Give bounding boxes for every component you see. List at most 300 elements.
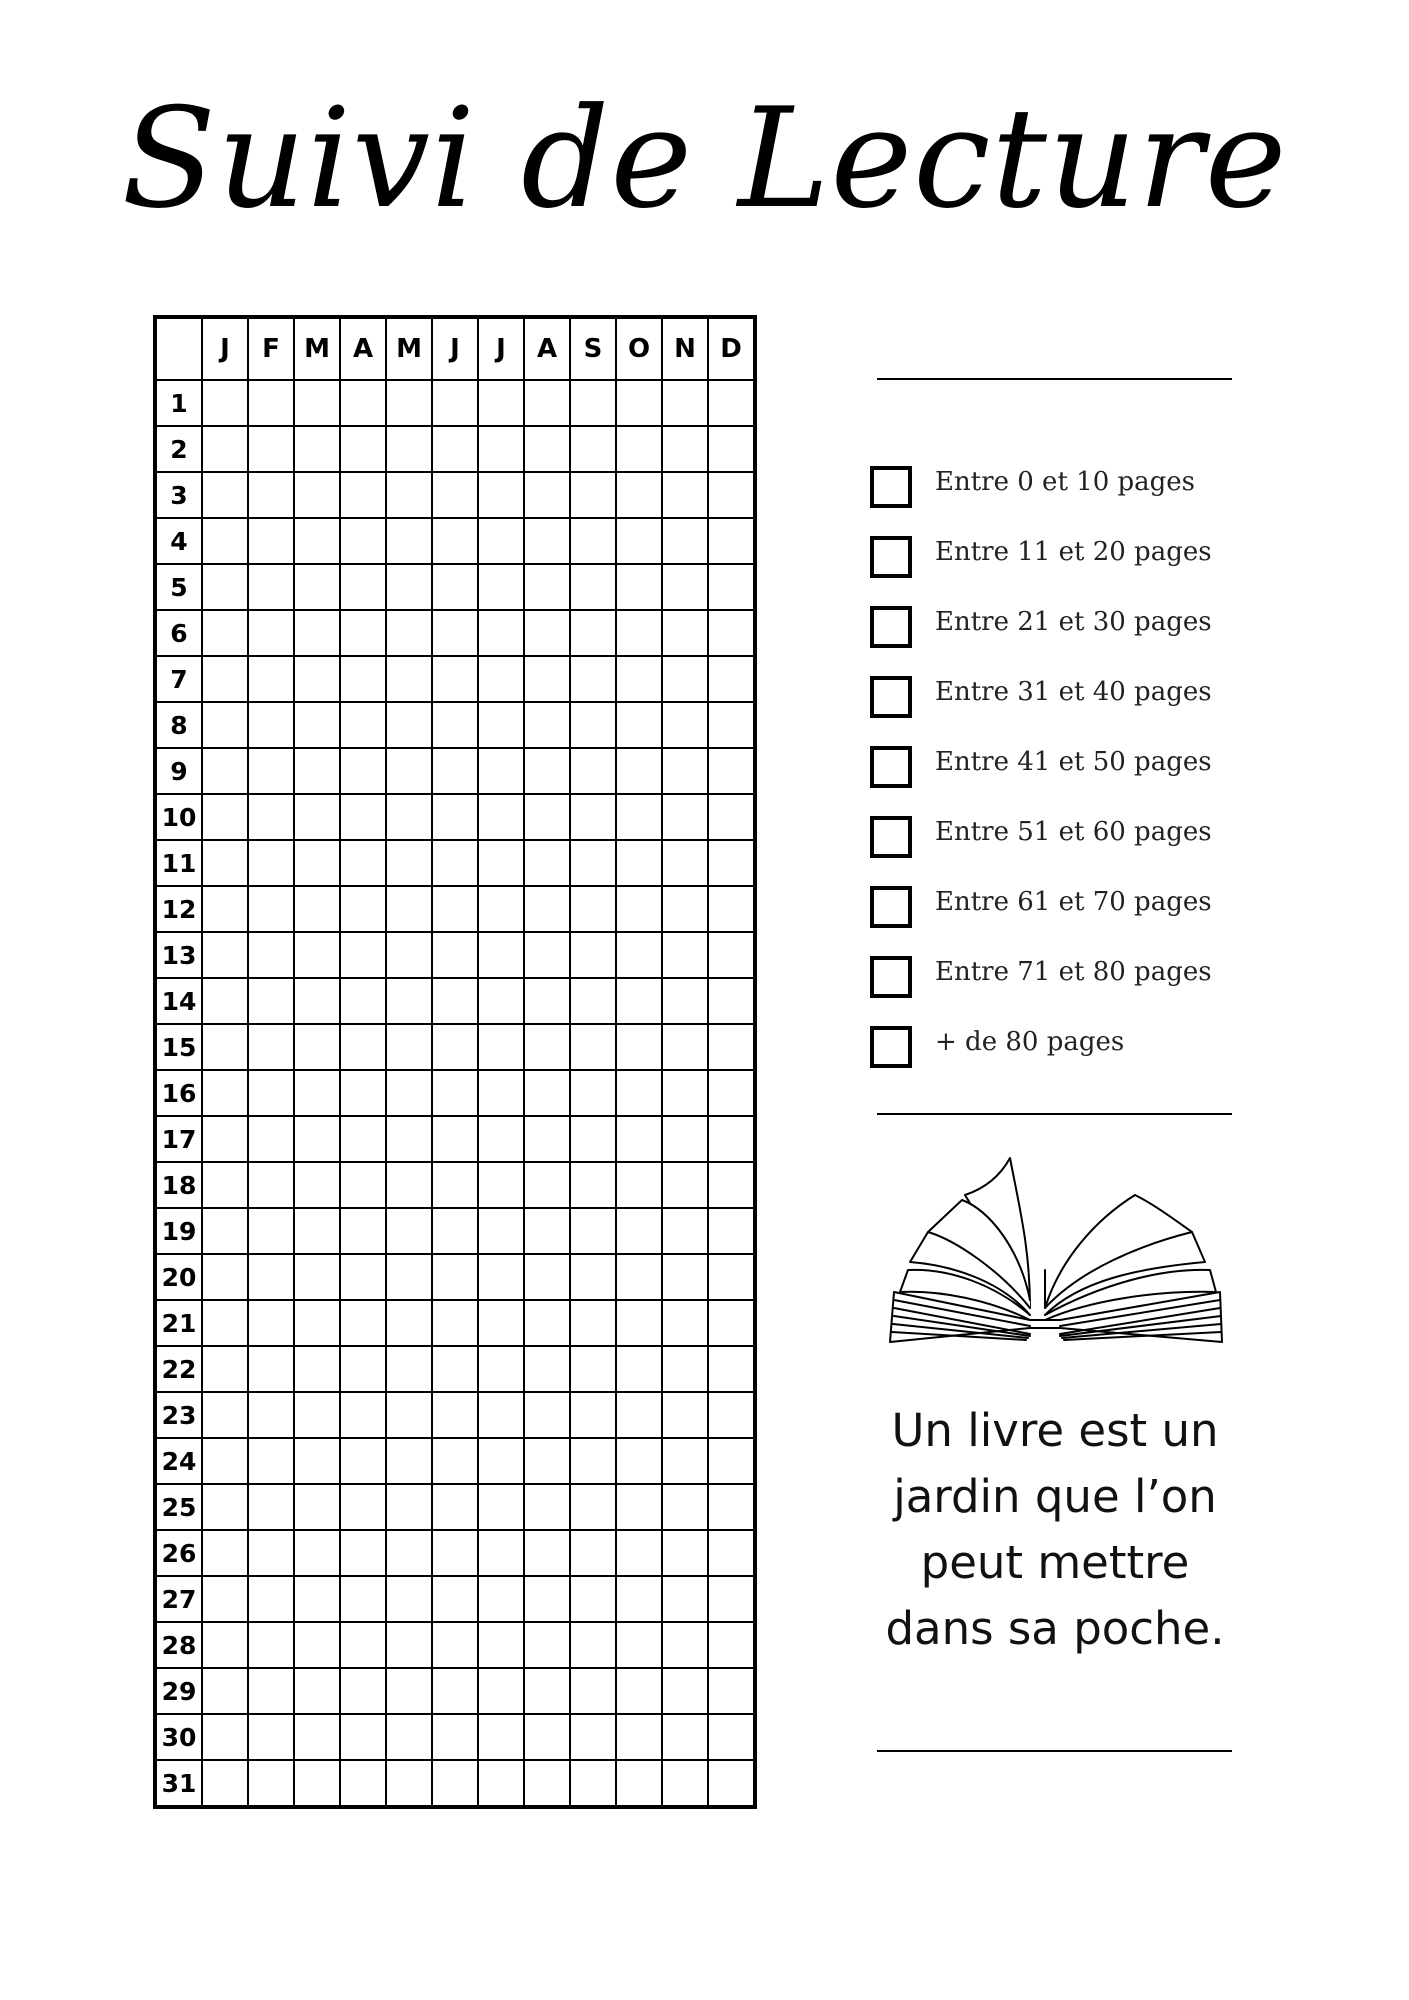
tracker-cell[interactable] <box>202 564 248 610</box>
tracker-cell[interactable] <box>202 1070 248 1116</box>
tracker-cell[interactable] <box>432 748 478 794</box>
tracker-cell[interactable] <box>570 978 616 1024</box>
tracker-cell[interactable] <box>524 1300 570 1346</box>
tracker-cell[interactable] <box>432 426 478 472</box>
tracker-cell[interactable] <box>616 748 662 794</box>
tracker-cell[interactable] <box>616 1116 662 1162</box>
tracker-cell[interactable] <box>570 1162 616 1208</box>
tracker-cell[interactable] <box>294 1162 340 1208</box>
tracker-cell[interactable] <box>248 1208 294 1254</box>
tracker-cell[interactable] <box>478 1438 524 1484</box>
tracker-cell[interactable] <box>478 840 524 886</box>
tracker-cell[interactable] <box>662 1760 708 1806</box>
tracker-cell[interactable] <box>478 1300 524 1346</box>
tracker-cell[interactable] <box>432 702 478 748</box>
tracker-cell[interactable] <box>570 1116 616 1162</box>
tracker-cell[interactable] <box>340 1300 386 1346</box>
tracker-cell[interactable] <box>432 1622 478 1668</box>
tracker-cell[interactable] <box>294 380 340 426</box>
tracker-cell[interactable] <box>708 1254 754 1300</box>
tracker-cell[interactable] <box>432 886 478 932</box>
legend-checkbox[interactable] <box>870 816 912 858</box>
tracker-cell[interactable] <box>340 702 386 748</box>
tracker-cell[interactable] <box>386 1208 432 1254</box>
tracker-cell[interactable] <box>478 1622 524 1668</box>
tracker-cell[interactable] <box>662 1300 708 1346</box>
tracker-cell[interactable] <box>708 932 754 978</box>
tracker-cell[interactable] <box>524 656 570 702</box>
tracker-cell[interactable] <box>616 1024 662 1070</box>
tracker-cell[interactable] <box>524 472 570 518</box>
tracker-cell[interactable] <box>708 1668 754 1714</box>
tracker-cell[interactable] <box>524 1484 570 1530</box>
tracker-cell[interactable] <box>432 564 478 610</box>
tracker-cell[interactable] <box>340 1254 386 1300</box>
tracker-cell[interactable] <box>524 1208 570 1254</box>
tracker-cell[interactable] <box>202 1622 248 1668</box>
tracker-cell[interactable] <box>248 1392 294 1438</box>
tracker-cell[interactable] <box>708 1714 754 1760</box>
tracker-cell[interactable] <box>340 1024 386 1070</box>
tracker-cell[interactable] <box>432 380 478 426</box>
tracker-cell[interactable] <box>708 472 754 518</box>
tracker-cell[interactable] <box>662 1714 708 1760</box>
tracker-cell[interactable] <box>202 840 248 886</box>
tracker-cell[interactable] <box>616 840 662 886</box>
tracker-cell[interactable] <box>248 1668 294 1714</box>
tracker-cell[interactable] <box>662 748 708 794</box>
tracker-cell[interactable] <box>386 472 432 518</box>
tracker-cell[interactable] <box>202 656 248 702</box>
tracker-cell[interactable] <box>248 978 294 1024</box>
tracker-cell[interactable] <box>570 1346 616 1392</box>
tracker-cell[interactable] <box>294 1346 340 1392</box>
tracker-cell[interactable] <box>708 1576 754 1622</box>
tracker-cell[interactable] <box>432 610 478 656</box>
tracker-cell[interactable] <box>478 932 524 978</box>
tracker-cell[interactable] <box>340 1346 386 1392</box>
tracker-cell[interactable] <box>248 1254 294 1300</box>
tracker-cell[interactable] <box>616 426 662 472</box>
tracker-cell[interactable] <box>248 1484 294 1530</box>
tracker-cell[interactable] <box>662 1024 708 1070</box>
tracker-cell[interactable] <box>248 1300 294 1346</box>
tracker-cell[interactable] <box>248 380 294 426</box>
tracker-cell[interactable] <box>662 1438 708 1484</box>
tracker-cell[interactable] <box>524 702 570 748</box>
tracker-cell[interactable] <box>616 1438 662 1484</box>
tracker-cell[interactable] <box>708 1392 754 1438</box>
tracker-cell[interactable] <box>708 1208 754 1254</box>
tracker-cell[interactable] <box>616 702 662 748</box>
tracker-cell[interactable] <box>248 1576 294 1622</box>
tracker-cell[interactable] <box>340 380 386 426</box>
tracker-cell[interactable] <box>708 1622 754 1668</box>
tracker-cell[interactable] <box>524 1254 570 1300</box>
tracker-cell[interactable] <box>616 1346 662 1392</box>
tracker-cell[interactable] <box>708 380 754 426</box>
tracker-cell[interactable] <box>248 932 294 978</box>
tracker-cell[interactable] <box>616 1668 662 1714</box>
tracker-cell[interactable] <box>708 748 754 794</box>
tracker-cell[interactable] <box>478 1116 524 1162</box>
tracker-cell[interactable] <box>478 564 524 610</box>
tracker-cell[interactable] <box>202 1116 248 1162</box>
tracker-cell[interactable] <box>432 840 478 886</box>
tracker-cell[interactable] <box>662 426 708 472</box>
tracker-cell[interactable] <box>248 794 294 840</box>
tracker-cell[interactable] <box>708 656 754 702</box>
tracker-cell[interactable] <box>616 886 662 932</box>
tracker-cell[interactable] <box>708 1760 754 1806</box>
tracker-cell[interactable] <box>570 1714 616 1760</box>
tracker-cell[interactable] <box>616 610 662 656</box>
tracker-cell[interactable] <box>432 1484 478 1530</box>
tracker-cell[interactable] <box>570 472 616 518</box>
tracker-cell[interactable] <box>570 748 616 794</box>
tracker-cell[interactable] <box>202 978 248 1024</box>
tracker-cell[interactable] <box>340 1668 386 1714</box>
tracker-cell[interactable] <box>340 1760 386 1806</box>
tracker-cell[interactable] <box>386 1438 432 1484</box>
tracker-cell[interactable] <box>202 748 248 794</box>
tracker-cell[interactable] <box>202 1162 248 1208</box>
tracker-cell[interactable] <box>524 564 570 610</box>
tracker-cell[interactable] <box>432 978 478 1024</box>
tracker-cell[interactable] <box>616 1530 662 1576</box>
tracker-cell[interactable] <box>248 472 294 518</box>
tracker-cell[interactable] <box>432 518 478 564</box>
tracker-cell[interactable] <box>478 472 524 518</box>
tracker-cell[interactable] <box>708 840 754 886</box>
tracker-cell[interactable] <box>202 932 248 978</box>
tracker-cell[interactable] <box>340 748 386 794</box>
tracker-cell[interactable] <box>202 1300 248 1346</box>
tracker-cell[interactable] <box>248 518 294 564</box>
tracker-cell[interactable] <box>708 1070 754 1116</box>
tracker-cell[interactable] <box>662 1346 708 1392</box>
tracker-cell[interactable] <box>340 518 386 564</box>
tracker-cell[interactable] <box>616 1392 662 1438</box>
tracker-cell[interactable] <box>432 1714 478 1760</box>
tracker-cell[interactable] <box>524 1346 570 1392</box>
tracker-cell[interactable] <box>616 978 662 1024</box>
tracker-cell[interactable] <box>708 564 754 610</box>
tracker-cell[interactable] <box>340 1714 386 1760</box>
tracker-cell[interactable] <box>570 1300 616 1346</box>
tracker-cell[interactable] <box>662 886 708 932</box>
tracker-cell[interactable] <box>524 1530 570 1576</box>
tracker-cell[interactable] <box>708 978 754 1024</box>
tracker-cell[interactable] <box>616 1484 662 1530</box>
tracker-cell[interactable] <box>432 1668 478 1714</box>
tracker-cell[interactable] <box>524 1438 570 1484</box>
tracker-cell[interactable] <box>524 794 570 840</box>
tracker-cell[interactable] <box>248 1070 294 1116</box>
tracker-cell[interactable] <box>386 610 432 656</box>
legend-checkbox[interactable] <box>870 606 912 648</box>
tracker-cell[interactable] <box>662 518 708 564</box>
tracker-cell[interactable] <box>662 656 708 702</box>
tracker-cell[interactable] <box>524 1024 570 1070</box>
tracker-cell[interactable] <box>524 1714 570 1760</box>
tracker-cell[interactable] <box>202 1576 248 1622</box>
tracker-cell[interactable] <box>202 1254 248 1300</box>
tracker-cell[interactable] <box>248 1438 294 1484</box>
tracker-cell[interactable] <box>248 1760 294 1806</box>
tracker-cell[interactable] <box>248 1346 294 1392</box>
tracker-cell[interactable] <box>386 518 432 564</box>
tracker-cell[interactable] <box>294 702 340 748</box>
tracker-cell[interactable] <box>432 1392 478 1438</box>
tracker-cell[interactable] <box>570 932 616 978</box>
tracker-cell[interactable] <box>340 932 386 978</box>
legend-checkbox[interactable] <box>870 956 912 998</box>
legend-checkbox[interactable] <box>870 886 912 928</box>
tracker-cell[interactable] <box>570 1760 616 1806</box>
tracker-cell[interactable] <box>432 656 478 702</box>
tracker-cell[interactable] <box>570 656 616 702</box>
tracker-cell[interactable] <box>662 1484 708 1530</box>
tracker-cell[interactable] <box>478 748 524 794</box>
tracker-cell[interactable] <box>432 1070 478 1116</box>
tracker-cell[interactable] <box>570 702 616 748</box>
tracker-cell[interactable] <box>662 702 708 748</box>
tracker-cell[interactable] <box>570 1024 616 1070</box>
tracker-cell[interactable] <box>340 1162 386 1208</box>
tracker-cell[interactable] <box>248 1530 294 1576</box>
tracker-cell[interactable] <box>432 1024 478 1070</box>
tracker-cell[interactable] <box>386 426 432 472</box>
tracker-cell[interactable] <box>294 1668 340 1714</box>
tracker-cell[interactable] <box>432 1530 478 1576</box>
tracker-cell[interactable] <box>294 1760 340 1806</box>
tracker-cell[interactable] <box>248 1024 294 1070</box>
tracker-cell[interactable] <box>432 1162 478 1208</box>
tracker-cell[interactable] <box>478 1346 524 1392</box>
tracker-cell[interactable] <box>386 656 432 702</box>
tracker-cell[interactable] <box>248 1162 294 1208</box>
tracker-cell[interactable] <box>386 1392 432 1438</box>
tracker-cell[interactable] <box>386 886 432 932</box>
tracker-cell[interactable] <box>386 932 432 978</box>
tracker-cell[interactable] <box>386 978 432 1024</box>
legend-checkbox[interactable] <box>870 746 912 788</box>
tracker-cell[interactable] <box>386 1576 432 1622</box>
tracker-cell[interactable] <box>248 1622 294 1668</box>
tracker-cell[interactable] <box>662 1576 708 1622</box>
tracker-cell[interactable] <box>432 1254 478 1300</box>
tracker-cell[interactable] <box>386 1668 432 1714</box>
tracker-cell[interactable] <box>524 1070 570 1116</box>
tracker-cell[interactable] <box>616 1254 662 1300</box>
tracker-cell[interactable] <box>616 1622 662 1668</box>
tracker-cell[interactable] <box>478 1530 524 1576</box>
tracker-cell[interactable] <box>524 1162 570 1208</box>
legend-checkbox[interactable] <box>870 1026 912 1068</box>
tracker-cell[interactable] <box>340 1530 386 1576</box>
tracker-cell[interactable] <box>478 656 524 702</box>
tracker-cell[interactable] <box>570 1438 616 1484</box>
tracker-cell[interactable] <box>478 1760 524 1806</box>
tracker-cell[interactable] <box>294 1438 340 1484</box>
tracker-cell[interactable] <box>432 1300 478 1346</box>
tracker-cell[interactable] <box>662 1622 708 1668</box>
tracker-cell[interactable] <box>524 1760 570 1806</box>
tracker-cell[interactable] <box>294 656 340 702</box>
tracker-cell[interactable] <box>478 1208 524 1254</box>
tracker-cell[interactable] <box>294 1070 340 1116</box>
tracker-cell[interactable] <box>662 1208 708 1254</box>
tracker-cell[interactable] <box>662 472 708 518</box>
tracker-cell[interactable] <box>708 1346 754 1392</box>
tracker-cell[interactable] <box>294 794 340 840</box>
tracker-cell[interactable] <box>708 1438 754 1484</box>
tracker-cell[interactable] <box>708 1300 754 1346</box>
tracker-cell[interactable] <box>294 1622 340 1668</box>
tracker-cell[interactable] <box>202 1024 248 1070</box>
tracker-cell[interactable] <box>340 564 386 610</box>
tracker-cell[interactable] <box>202 472 248 518</box>
tracker-cell[interactable] <box>248 840 294 886</box>
tracker-cell[interactable] <box>708 1116 754 1162</box>
tracker-cell[interactable] <box>340 886 386 932</box>
tracker-cell[interactable] <box>570 426 616 472</box>
tracker-cell[interactable] <box>294 564 340 610</box>
tracker-cell[interactable] <box>340 610 386 656</box>
tracker-cell[interactable] <box>662 1392 708 1438</box>
tracker-cell[interactable] <box>478 1024 524 1070</box>
tracker-cell[interactable] <box>570 1254 616 1300</box>
tracker-cell[interactable] <box>340 978 386 1024</box>
tracker-cell[interactable] <box>570 610 616 656</box>
tracker-cell[interactable] <box>524 610 570 656</box>
tracker-cell[interactable] <box>570 518 616 564</box>
tracker-cell[interactable] <box>340 1116 386 1162</box>
tracker-cell[interactable] <box>662 932 708 978</box>
tracker-cell[interactable] <box>340 656 386 702</box>
tracker-cell[interactable] <box>524 518 570 564</box>
tracker-cell[interactable] <box>248 656 294 702</box>
tracker-cell[interactable] <box>340 840 386 886</box>
tracker-cell[interactable] <box>340 1438 386 1484</box>
tracker-cell[interactable] <box>478 518 524 564</box>
tracker-cell[interactable] <box>570 840 616 886</box>
tracker-cell[interactable] <box>616 1208 662 1254</box>
tracker-cell[interactable] <box>616 1070 662 1116</box>
tracker-cell[interactable] <box>662 610 708 656</box>
tracker-cell[interactable] <box>616 1760 662 1806</box>
tracker-cell[interactable] <box>478 886 524 932</box>
tracker-cell[interactable] <box>202 794 248 840</box>
tracker-cell[interactable] <box>294 1254 340 1300</box>
tracker-cell[interactable] <box>386 1070 432 1116</box>
tracker-cell[interactable] <box>432 1208 478 1254</box>
tracker-cell[interactable] <box>524 932 570 978</box>
tracker-cell[interactable] <box>570 886 616 932</box>
tracker-cell[interactable] <box>662 564 708 610</box>
tracker-cell[interactable] <box>340 1622 386 1668</box>
tracker-cell[interactable] <box>570 1392 616 1438</box>
tracker-cell[interactable] <box>432 1346 478 1392</box>
tracker-cell[interactable] <box>478 1714 524 1760</box>
tracker-cell[interactable] <box>708 1162 754 1208</box>
tracker-cell[interactable] <box>616 564 662 610</box>
tracker-cell[interactable] <box>386 702 432 748</box>
tracker-cell[interactable] <box>294 932 340 978</box>
tracker-cell[interactable] <box>386 840 432 886</box>
tracker-cell[interactable] <box>570 1576 616 1622</box>
tracker-cell[interactable] <box>570 1668 616 1714</box>
tracker-cell[interactable] <box>386 748 432 794</box>
tracker-cell[interactable] <box>294 1484 340 1530</box>
tracker-cell[interactable] <box>248 610 294 656</box>
tracker-cell[interactable] <box>478 1162 524 1208</box>
tracker-cell[interactable] <box>294 1024 340 1070</box>
tracker-cell[interactable] <box>294 1300 340 1346</box>
tracker-cell[interactable] <box>662 1116 708 1162</box>
tracker-cell[interactable] <box>294 1530 340 1576</box>
tracker-cell[interactable] <box>386 1622 432 1668</box>
tracker-cell[interactable] <box>616 1714 662 1760</box>
tracker-cell[interactable] <box>294 1116 340 1162</box>
tracker-cell[interactable] <box>432 472 478 518</box>
tracker-cell[interactable] <box>294 1392 340 1438</box>
tracker-cell[interactable] <box>478 1668 524 1714</box>
tracker-cell[interactable] <box>616 1576 662 1622</box>
tracker-cell[interactable] <box>340 794 386 840</box>
tracker-cell[interactable] <box>202 380 248 426</box>
tracker-cell[interactable] <box>616 794 662 840</box>
tracker-cell[interactable] <box>478 978 524 1024</box>
tracker-cell[interactable] <box>202 1392 248 1438</box>
tracker-cell[interactable] <box>386 1162 432 1208</box>
tracker-cell[interactable] <box>202 1760 248 1806</box>
tracker-cell[interactable] <box>478 1392 524 1438</box>
tracker-cell[interactable] <box>616 518 662 564</box>
tracker-cell[interactable] <box>340 1070 386 1116</box>
tracker-cell[interactable] <box>202 702 248 748</box>
tracker-cell[interactable] <box>386 1346 432 1392</box>
tracker-cell[interactable] <box>708 886 754 932</box>
tracker-cell[interactable] <box>570 1208 616 1254</box>
tracker-cell[interactable] <box>616 656 662 702</box>
tracker-cell[interactable] <box>202 610 248 656</box>
tracker-cell[interactable] <box>340 1208 386 1254</box>
tracker-cell[interactable] <box>248 1116 294 1162</box>
tracker-cell[interactable] <box>202 426 248 472</box>
tracker-cell[interactable] <box>386 1024 432 1070</box>
tracker-cell[interactable] <box>524 380 570 426</box>
tracker-cell[interactable] <box>708 1484 754 1530</box>
tracker-cell[interactable] <box>524 426 570 472</box>
tracker-cell[interactable] <box>294 1208 340 1254</box>
tracker-cell[interactable] <box>202 1484 248 1530</box>
tracker-cell[interactable] <box>340 426 386 472</box>
tracker-cell[interactable] <box>570 794 616 840</box>
tracker-cell[interactable] <box>248 748 294 794</box>
tracker-cell[interactable] <box>202 1438 248 1484</box>
tracker-cell[interactable] <box>294 1714 340 1760</box>
tracker-cell[interactable] <box>662 1530 708 1576</box>
tracker-cell[interactable] <box>248 564 294 610</box>
tracker-cell[interactable] <box>432 1760 478 1806</box>
tracker-cell[interactable] <box>524 1392 570 1438</box>
tracker-cell[interactable] <box>248 702 294 748</box>
tracker-cell[interactable] <box>570 564 616 610</box>
tracker-cell[interactable] <box>202 1208 248 1254</box>
tracker-cell[interactable] <box>662 978 708 1024</box>
